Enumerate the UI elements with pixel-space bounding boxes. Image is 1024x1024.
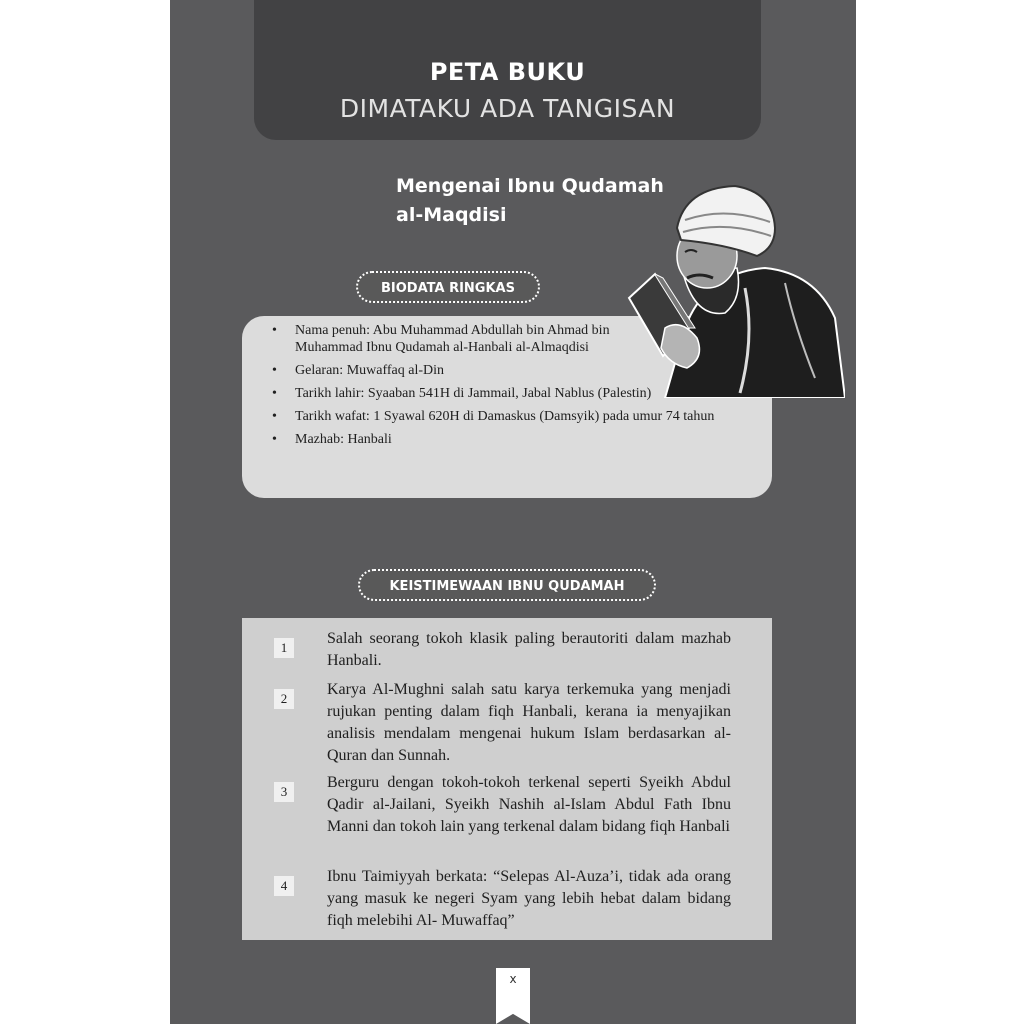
biodata-item: • Tarikh lahir: Syaaban 541H di Jammail, Jabal Nablus (Palestin) (272, 386, 652, 401)
biodata-label: BIODATA RINGKAS (356, 271, 540, 303)
section-title-line2: al-Maqdisi (396, 204, 507, 226)
item-text: Ibnu Taimiyyah berkata: “Selepas Al-Auza’i, tidak ada orang yang masuk ke negeri Syam yang lebih hebat dalam bidang fiqh melebihi Al- Muwaffaq” (327, 868, 731, 929)
item-text: Salah seorang tokoh klasik paling berautoriti dalam mazhab Hanbali. (327, 630, 731, 669)
biodata-item-text: Gelaran: Muwaffaq al-Din (295, 363, 445, 378)
keistimewaan-box (242, 618, 772, 940)
item-number: 4 (274, 876, 294, 896)
biodata-item: • Tarikh wafat: 1 Syawal 620H di Damaskus (Damsyik) pada umur 74 tahun (272, 409, 715, 424)
biodata-item-text: Tarikh lahir: Syaaban 541H di Jammail, Jabal Nablus (Palestin) (295, 386, 652, 401)
keistimewaan-label: KEISTIMEWAAN IBNU QUDAMAH (358, 569, 656, 601)
item-number: 3 (274, 782, 294, 802)
header-banner (254, 0, 761, 140)
page-number: x (509, 972, 517, 986)
scholar-illustration (625, 178, 845, 398)
biodata-item-text: Nama penuh: Abu Muhammad Abdullah bin Ahmad bin Muhammad Ibnu Qudamah al-Hanbali al-Almaqdisi (295, 323, 610, 355)
item-number: 1 (274, 638, 294, 658)
section-title-line1: Mengenai Ibnu Qudamah (396, 175, 664, 197)
item-text: Berguru dengan tokoh-tokoh terkenal seperti Syeikh Abdul Qadir al-Jailani, Syeikh Nashih al-Islam Abdul Fath Ibnu Manni dan tokoh lain yang terkenal dalam bidang fiqh Hanbali (327, 774, 731, 835)
item-number: 2 (274, 689, 294, 709)
book-page (170, 0, 856, 1024)
biodata-item-text: Tarikh wafat: 1 Syawal 620H di Damaskus (Damsyik) pada umur 74 tahun (295, 409, 715, 424)
biodata-item: • Gelaran: Muwaffaq al-Din (272, 363, 445, 378)
biodata-item-text: Mazhab: Hanbali (295, 432, 392, 447)
biodata-item: • Mazhab: Hanbali (272, 432, 392, 447)
header-title: PETA BUKU (429, 58, 586, 86)
biodata-item: • Nama penuh: Abu Muhammad Abdullah bin Ahmad bin Muhammad Ibnu Qudamah al-Hanbali al-Almaqdisi (272, 323, 610, 355)
header-subtitle: DIMATAKU ADA TANGISAN (339, 94, 676, 123)
item-text: Karya Al-Mughni salah satu karya terkemuka yang menjadi rujukan penting dalam fiqh Hanbali, kerana ia menyajikan analisis mendalam mengenai hukum Islam berdasarkan al-Quran dan Sunnah. (327, 681, 731, 764)
